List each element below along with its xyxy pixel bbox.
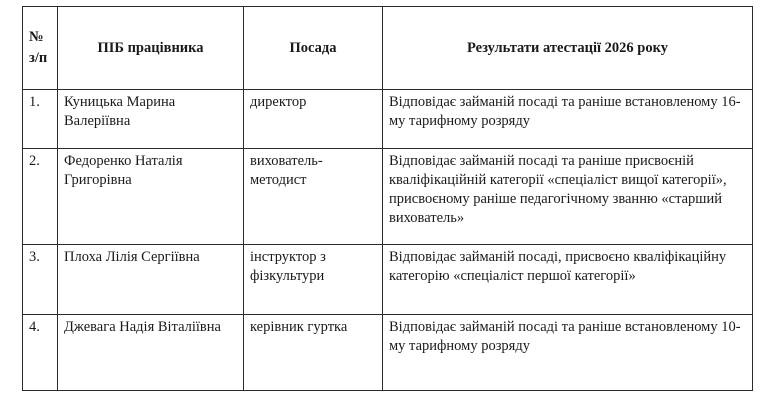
employee-position: вихователь-методист <box>244 149 383 245</box>
employee-name: Плоха Лілія Сергіївна <box>58 245 244 315</box>
employee-name: Джевага Надія Віталіївна <box>58 315 244 391</box>
table-row <box>23 149 753 245</box>
employee-position: керівник гуртка <box>244 315 383 391</box>
header-row <box>23 7 753 90</box>
row-number: 2. <box>23 149 58 245</box>
table-body <box>23 90 753 391</box>
row-number: 3. <box>23 245 58 315</box>
header-position: Посада <box>244 7 383 90</box>
attestation-result: Відповідає займаній посаді та раніше встановленому 16-му тарифному розряду <box>383 90 753 149</box>
table-header <box>23 7 753 90</box>
attestation-result: Відповідає займаній посаді, присвоєно кваліфікаційну категорію «спеціаліст першої категорії» <box>383 245 753 315</box>
table-row <box>23 245 753 315</box>
employee-name: Куницька Марина Валеріївна <box>58 90 244 149</box>
row-number: 4. <box>23 315 58 391</box>
header-attestation-result: Результати атестації 2026 року <box>383 7 753 90</box>
attestation-table <box>22 6 753 391</box>
employee-position: інструктор з фізкультури <box>244 245 383 315</box>
header-employee-name: ПІБ працівника <box>58 7 244 90</box>
header-number: № з/п <box>23 7 58 90</box>
employee-name: Федоренко Наталія Григорівна <box>58 149 244 245</box>
table-row <box>23 315 753 391</box>
table-row <box>23 90 753 149</box>
attestation-result: Відповідає займаній посаді та раніше присвоєній кваліфікаційній категорії «спеціаліст вищої категорії», присвоєному раніше педагогічному званню «старший вихователь» <box>383 149 753 245</box>
row-number: 1. <box>23 90 58 149</box>
employee-position: директор <box>244 90 383 149</box>
attestation-result: Відповідає займаній посаді та раніше встановленому 10-му тарифному розряду <box>383 315 753 391</box>
